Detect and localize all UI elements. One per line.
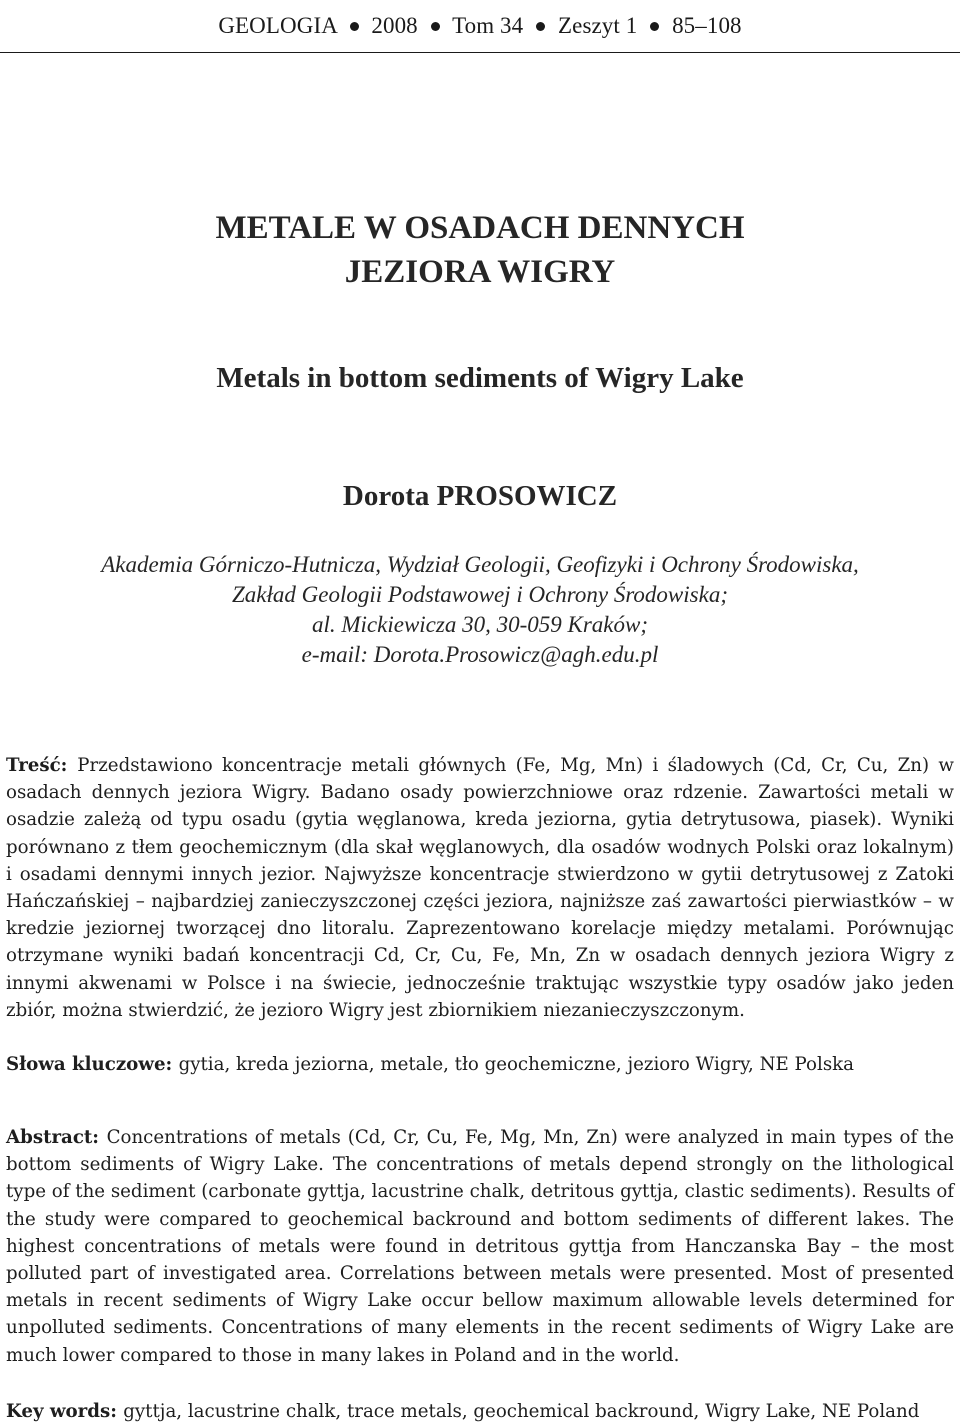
journal-issue: Zeszyt 1 (557, 13, 638, 38)
title-line-2: JEZIORA WIGRY (344, 254, 616, 290)
running-header (0, 0, 960, 53)
english-abstract-label: Abstract: (6, 1127, 107, 1148)
bullet-icon (350, 22, 359, 31)
bullet-icon (650, 22, 659, 31)
polish-abstract-text: Przedstawiono koncentracje metali głównych (Fe, Mg, Mn) i śladowych (Cd, Cr, Cu, Zn) w osadach dennych jeziora Wigry. Badano osady powierzchniowe oraz rdzenie. Zawartości metali w osadzie zależą od typu osadu (gytia węglanowa, kreda jeziorna, gytia detrytusowa, piasek). Wyniki porównano z tłem geochemicznym (dla skał węglanowych, dla osadów wodnych Polski oraz lokalnym) i osadami dennymi innych jezior. Najwyższe koncentracje stwierdzono w gytii detrytusowej z Zatoki Hańczańskiej – najbardziej zanieczyszczonej części jeziora, najniższe zaś zawartości pierwiastków – w kredzie jeziornej tworzącej dno litoralu. Zaprezentowano korelacje między metalami. Porównując otrzymane wyniki badań koncentracji Cd, Cr, Cu, Fe, Mn, Zn w osadach dennych jeziora Wigry z innymi akwenami w Polsce i na świecie, jednocześnie traktując wszystkie typy osadów jako jeden zbiór, można stwierdzić, że jezioro Wigry jest zbiornikiem niezanieczyszczonym. (6, 755, 954, 1021)
affiliation-line-1: Akademia Górniczo-Hutnicza, Wydział Geologii, Geofizyki i Ochrony Środowiska, (101, 552, 859, 577)
affiliation-email: e-mail: Dorota.Prosowicz@agh.edu.pl (301, 642, 659, 667)
article-title (0, 206, 960, 294)
english-abstract-text: Concentrations of metals (Cd, Cr, Cu, Fe, Mg, Mn, Zn) were analyzed in main types of the bottom sediments of Wigry Lake. The concentrations of metals depend strongly on the lithological type of the sediment (carbonate gyttja, lacustrine chalk, detritous gyttja, clastic sediments). Results of the study were compared to geochemical backround and bottom sediments of different lakes. The highest concentrations of metals were found in detritous gyttja from Hanczanska Bay – the most polluted part of investigated area. Correlations between metals were presented. Most of presented metals in recent sediments of Wigry Lake occur bellow maximum allowable levels determined for unpolluted sediments. Concentrations of many elements in the recent sediments of Wigry Lake are much lower compared to those in many lakes in Poland and in the world. (6, 1127, 954, 1366)
author-affiliation (0, 550, 960, 670)
author-name: Dorota PROSOWICZ (342, 480, 618, 512)
english-abstract (6, 1124, 954, 1369)
journal-year: 2008 (371, 13, 418, 38)
english-keywords-label: Key words: (6, 1401, 124, 1422)
polish-abstract (6, 752, 954, 1024)
bullet-icon (431, 22, 440, 31)
polish-keywords-label: Słowa kluczowe: (6, 1054, 179, 1075)
english-keywords (6, 1398, 954, 1425)
affiliation-line-3: al. Mickiewicza 30, 30-059 Kraków; (311, 612, 648, 637)
journal-volume: Tom 34 (452, 13, 524, 38)
title-line-1: METALE W OSADACH DENNYCH (215, 210, 745, 246)
english-title: Metals in bottom sediments of Wigry Lake (216, 362, 744, 394)
polish-keywords-text: gytia, kreda jeziorna, metale, tło geochemiczne, jezioro Wigry, NE Polska (178, 1054, 855, 1075)
journal-name: GEOLOGIA (218, 13, 337, 38)
english-keywords-text: gyttja, lacustrine chalk, trace metals, geochemical backround, Wigry Lake, NE Poland (123, 1401, 920, 1422)
polish-keywords (6, 1051, 954, 1078)
bullet-icon (536, 22, 545, 31)
polish-abstract-label: Treść: (6, 755, 78, 776)
affiliation-line-2: Zakład Geologii Podstawowej i Ochrony Środowiska; (232, 582, 728, 607)
journal-pages: 85–108 (672, 13, 742, 38)
